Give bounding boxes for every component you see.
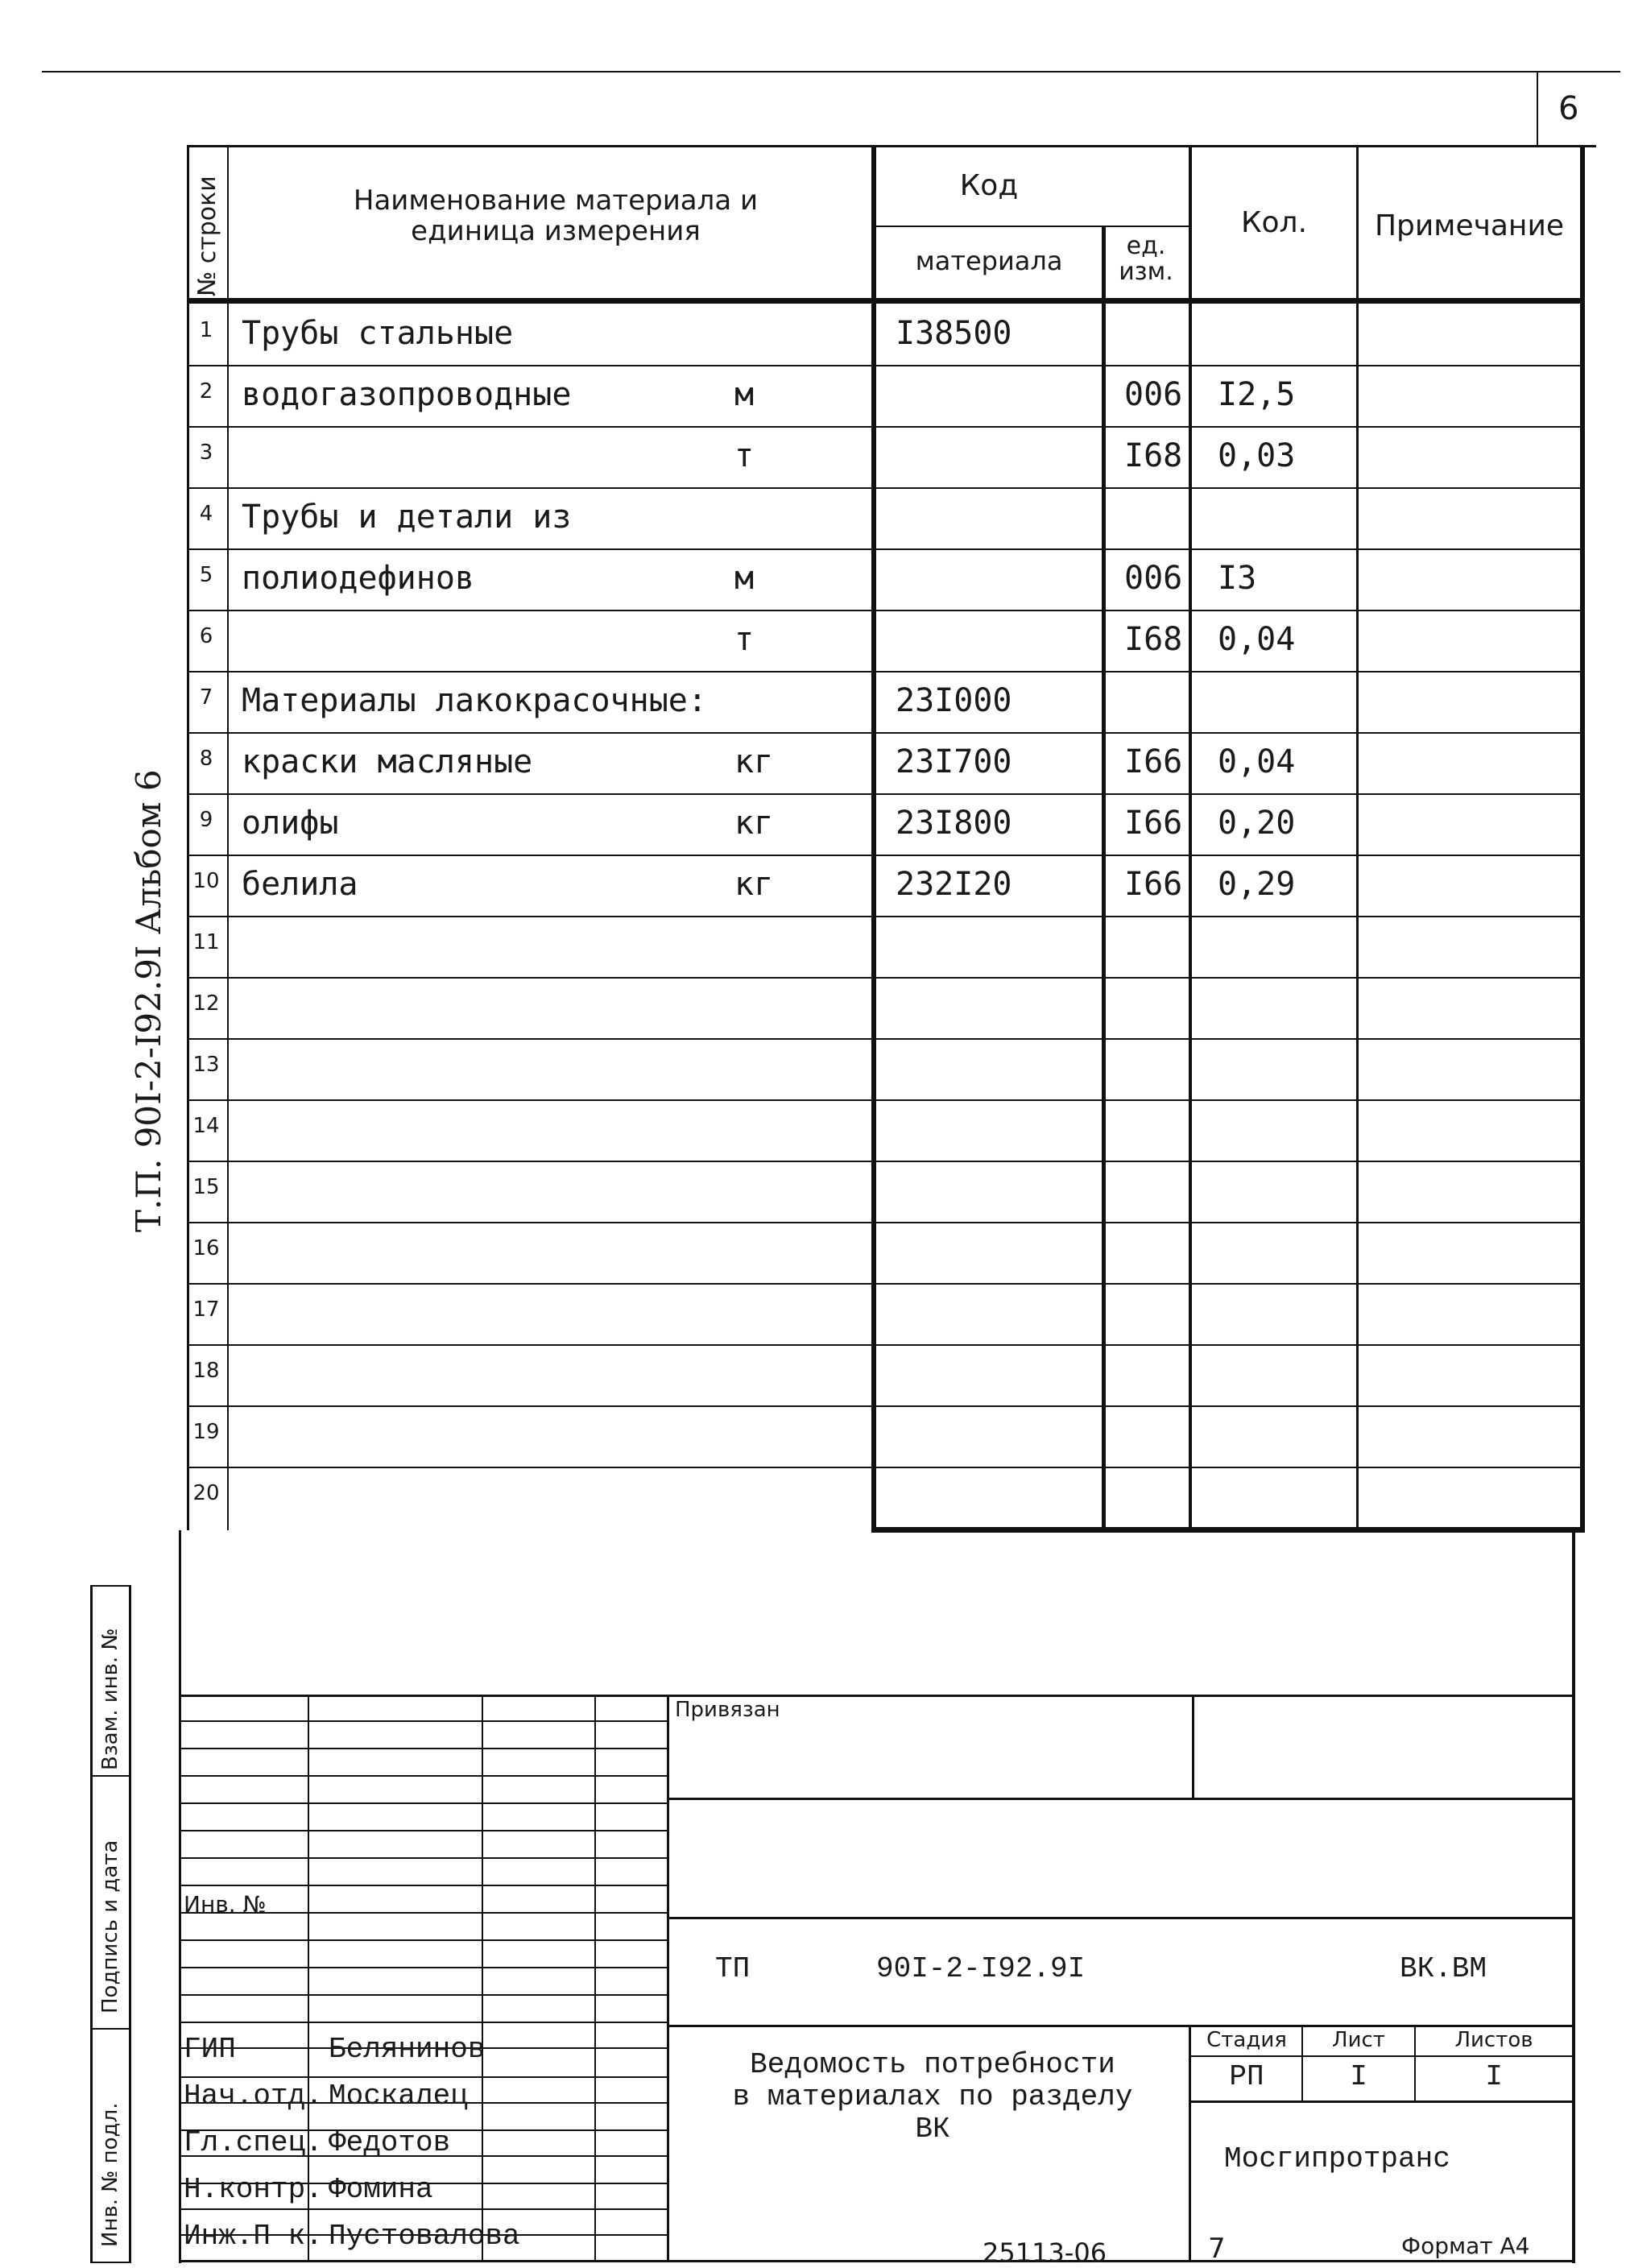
row-divider <box>187 1222 1585 1223</box>
page-number-box <box>1537 71 1538 145</box>
header-name: Наименование материала и единица измерения <box>353 184 759 247</box>
row-code: I68 <box>1124 621 1183 658</box>
row-divider <box>187 671 1585 673</box>
signer-name: Москалец <box>329 2080 468 2113</box>
top-border <box>42 71 1620 72</box>
footer-extra: 7 <box>1208 2233 1226 2265</box>
signer-name: Белянинов <box>329 2033 486 2066</box>
row-qty: 0,20 <box>1218 805 1296 842</box>
row-divider <box>187 1467 1585 1468</box>
row-number: 1 <box>199 318 213 342</box>
row-u: т <box>734 621 755 658</box>
row-divider <box>187 793 1585 795</box>
row-name: Материалы лакокрасочные: <box>242 682 707 719</box>
signer-name: Пустовалова <box>329 2220 520 2253</box>
doc-number: 90I-2-I92.9I <box>876 1952 1086 1985</box>
header-note: Примечание <box>1374 209 1565 242</box>
signer-role: Нач.отд. <box>184 2080 323 2113</box>
row-divider <box>187 1405 1585 1407</box>
doc-title-line-1: Ведомость потребности <box>750 2048 1115 2081</box>
row-number: 19 <box>192 1420 220 1444</box>
signer-role: Н.контр. <box>184 2173 323 2206</box>
row-code: I66 <box>1124 743 1183 780</box>
stage-header: Стадия <box>1206 2028 1287 2052</box>
header-material: материала <box>915 246 1063 276</box>
footer-format: Формат А4 <box>1401 2233 1530 2259</box>
row-number: 15 <box>192 1175 220 1199</box>
row-divider <box>187 365 1585 366</box>
row-number: 8 <box>199 747 213 771</box>
row-name: Трубы и детали из <box>242 499 572 536</box>
doc-title <box>675 2049 1190 2146</box>
signer-role: ГИП <box>184 2033 236 2066</box>
header-unit: ед. изм. <box>1119 232 1173 286</box>
row-code: I68 <box>1124 437 1183 474</box>
inv-no-label: Инв. № <box>184 1891 267 1918</box>
row-u: кг <box>734 743 774 780</box>
margin-podpis: Подпись и дата <box>98 1840 122 2013</box>
row-code: 006 <box>1124 376 1183 413</box>
row-number: 11 <box>192 930 220 954</box>
margin-vzam: Взам. инв. № <box>98 1628 122 1770</box>
row-number: 6 <box>199 624 213 648</box>
row-mat: 23I000 <box>896 682 1012 719</box>
row-number: 13 <box>192 1053 220 1077</box>
row-divider <box>187 548 1585 550</box>
row-mat: I38500 <box>896 315 1012 352</box>
row-qty: 0,04 <box>1218 621 1296 658</box>
row-divider <box>187 855 1585 856</box>
row-divider <box>187 1283 1585 1285</box>
signer-name: Федотов <box>329 2126 451 2159</box>
row-name: Трубы стальные <box>242 315 514 352</box>
row-u: кг <box>734 866 774 903</box>
margin-frame <box>90 1585 93 2263</box>
sheet-header: Лист <box>1332 2028 1385 2052</box>
row-name: олифы <box>242 805 339 842</box>
row-name: водогазопроводные <box>242 376 572 413</box>
row-code: 006 <box>1124 560 1183 597</box>
privyazan-label: Привязан <box>675 1698 780 1722</box>
row-code: I66 <box>1124 805 1183 842</box>
row-number: 9 <box>199 808 213 832</box>
row-qty: 0,04 <box>1218 743 1296 780</box>
signer-name: Фомина <box>329 2173 433 2206</box>
row-mat: 23I800 <box>896 805 1012 842</box>
row-u: кг <box>734 805 774 842</box>
footer-number: 25113-06 <box>983 2237 1107 2268</box>
sheet-value: I <box>1350 2060 1367 2093</box>
row-divider <box>187 487 1585 489</box>
row-number: 18 <box>192 1359 220 1383</box>
row-number: 16 <box>192 1236 220 1260</box>
row-name: краски масляные <box>242 743 533 780</box>
row-mat: 232I20 <box>896 866 1012 903</box>
header-qty: Кол. <box>1240 206 1308 239</box>
signer-role: Гл.спец. <box>184 2126 323 2159</box>
sheets-header: Листов <box>1454 2028 1533 2052</box>
page-number: 6 <box>1558 90 1579 127</box>
row-u: м <box>734 376 755 413</box>
row-divider <box>187 1344 1585 1346</box>
row-number: 14 <box>192 1114 220 1138</box>
header-code: Код <box>959 169 1019 202</box>
row-mat: 23I700 <box>896 743 1012 780</box>
row-divider <box>187 426 1585 428</box>
row-name: полиодефинов <box>242 560 474 597</box>
sheets-value: I <box>1485 2060 1503 2093</box>
row-number: 17 <box>192 1297 220 1322</box>
row-divider <box>187 1099 1585 1101</box>
row-divider <box>187 1161 1585 1162</box>
doc-mark: ВК.ВМ <box>1400 1952 1487 1985</box>
doc-title-line-3: ВК <box>915 2113 950 2146</box>
row-qty: 0,29 <box>1218 866 1296 903</box>
row-number: 7 <box>199 685 213 710</box>
row-divider <box>187 916 1585 917</box>
row-number: 3 <box>199 441 213 465</box>
row-name: белила <box>242 866 358 903</box>
row-divider <box>187 1038 1585 1040</box>
row-divider <box>187 977 1585 979</box>
row-qty: I3 <box>1218 560 1257 597</box>
row-divider <box>187 732 1585 734</box>
row-number: 12 <box>192 991 220 1016</box>
row-qty: I2,5 <box>1218 376 1296 413</box>
signer-role: Инж.П к. <box>184 2220 323 2253</box>
stage-value: РП <box>1229 2060 1264 2093</box>
row-u: м <box>734 560 755 597</box>
row-number: 20 <box>192 1481 220 1505</box>
row-u: т <box>734 437 755 474</box>
tp-label: ТП <box>715 1952 751 1985</box>
doc-title-line-2: в материалах по разделу <box>732 2080 1133 2113</box>
row-number: 5 <box>199 563 213 587</box>
organization: Мосгипротранс <box>1224 2142 1450 2175</box>
row-number: 4 <box>199 502 213 526</box>
row-number: 2 <box>199 379 213 404</box>
side-label: Т.П. 90I-2-I92.9I Альбом 6 <box>129 769 168 1232</box>
row-number: 10 <box>192 869 220 893</box>
row-qty: 0,03 <box>1218 437 1296 474</box>
header-row-no: № строки <box>193 176 221 296</box>
margin-inv-podl: Инв. № подл. <box>98 2102 122 2247</box>
row-divider <box>187 610 1585 611</box>
row-code: I66 <box>1124 866 1183 903</box>
